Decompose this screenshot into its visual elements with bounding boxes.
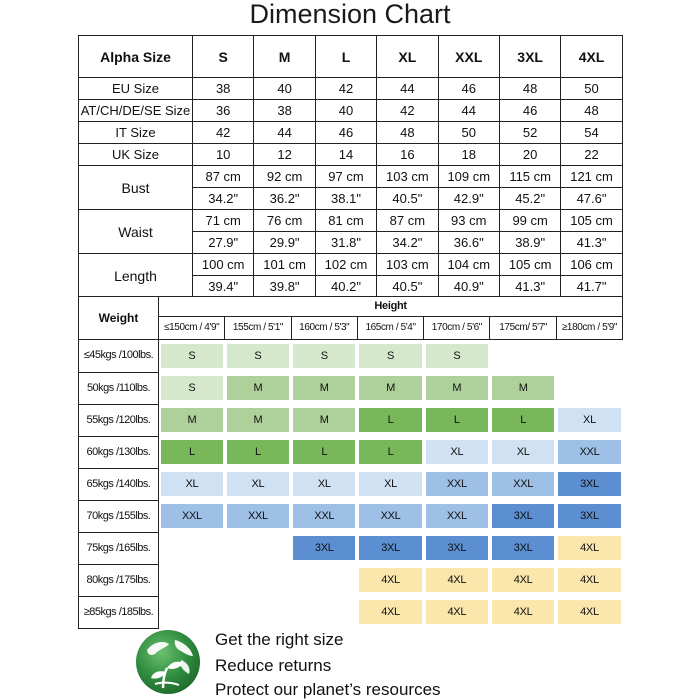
- chart-title: Dimension Chart: [249, 0, 451, 29]
- conversion-value: 18: [438, 144, 499, 166]
- conversion-value: 36: [193, 100, 254, 122]
- size-recommendation: 3XL: [558, 504, 620, 528]
- measurement-inch: 40.2": [315, 276, 376, 298]
- measurement-cm: 105 cm: [499, 254, 560, 276]
- size-header: L: [315, 36, 376, 78]
- fit-cell: [556, 500, 622, 532]
- measurement-cm: 97 cm: [315, 166, 376, 188]
- conversion-row: [79, 100, 623, 122]
- height-values-row: [79, 317, 623, 340]
- conversion-value: 12: [254, 144, 315, 166]
- size-recommendation: 3XL: [492, 504, 554, 528]
- fit-recommendation-table: [78, 296, 623, 629]
- measurement-cm: 100 cm: [193, 254, 254, 276]
- measurement-cm: 87 cm: [377, 210, 438, 232]
- conversion-value: 44: [438, 100, 499, 122]
- conversion-value: 54: [561, 122, 622, 144]
- fit-cell: [159, 468, 225, 500]
- fit-cell: [424, 500, 490, 532]
- fit-cell: [225, 532, 291, 564]
- height-value: ≥180cm / 5'9": [556, 317, 622, 340]
- measurement-inch: 41.3": [561, 232, 622, 254]
- size-recommendation: M: [293, 376, 355, 400]
- empty-cell: [227, 568, 289, 592]
- measurement-inch: 39.4": [193, 276, 254, 298]
- weight-label: 80kgs /175lbs.: [79, 564, 159, 596]
- size-recommendation: S: [359, 344, 421, 368]
- conversion-row: [79, 122, 623, 144]
- size-recommendation: 4XL: [426, 600, 488, 624]
- fit-cell: [159, 372, 225, 404]
- fit-cell: [490, 372, 556, 404]
- measurement-label: Bust: [79, 166, 193, 210]
- measurement-inch: 38.1": [315, 188, 376, 210]
- size-recommendation: M: [227, 376, 289, 400]
- fit-cell: [424, 532, 490, 564]
- fit-cell: [225, 436, 291, 468]
- fit-cell: [291, 468, 357, 500]
- measurement-inch: 47.6": [561, 188, 622, 210]
- measurement-cm: 104 cm: [438, 254, 499, 276]
- size-recommendation: S: [161, 376, 223, 400]
- fit-cell: [225, 468, 291, 500]
- size-recommendation: L: [227, 440, 289, 464]
- size-recommendation: M: [426, 376, 488, 400]
- size-recommendation: XL: [293, 472, 355, 496]
- size-recommendation: 3XL: [293, 536, 355, 560]
- fit-cell: [291, 372, 357, 404]
- measurement-inch: 34.2": [193, 188, 254, 210]
- fit-cell: [291, 340, 357, 373]
- size-recommendation: M: [227, 408, 289, 432]
- size-recommendation: 4XL: [558, 600, 620, 624]
- fit-cell: [357, 340, 423, 373]
- measurement-inch: 40.5": [377, 276, 438, 298]
- measurement-inch: 38.9": [499, 232, 560, 254]
- size-recommendation: XL: [426, 440, 488, 464]
- empty-cell: [492, 344, 554, 368]
- measurement-inch: 36.2": [254, 188, 315, 210]
- measurement-inch: 40.9": [438, 276, 499, 298]
- conversion-value: 50: [561, 78, 622, 100]
- fit-cell: [424, 468, 490, 500]
- weight-label: 55kgs /120lbs.: [79, 404, 159, 436]
- fit-cell: [556, 468, 622, 500]
- measurement-inch: 27.9": [193, 232, 254, 254]
- size-recommendation: S: [161, 344, 223, 368]
- height-value: 160cm / 5'3": [291, 317, 357, 340]
- conversion-value: 42: [377, 100, 438, 122]
- size-recommendation: L: [492, 408, 554, 432]
- fit-cell: [357, 372, 423, 404]
- fit-cell: [556, 564, 622, 596]
- weight-label: ≤45kgs /100lbs.: [79, 340, 159, 373]
- measurement-inch: 40.5": [377, 188, 438, 210]
- conversion-value: 16: [377, 144, 438, 166]
- size-recommendation: L: [359, 440, 421, 464]
- size-header-row: [79, 36, 623, 78]
- fit-cell: [225, 404, 291, 436]
- fit-cell: [490, 468, 556, 500]
- measurement-cm: 102 cm: [315, 254, 376, 276]
- conversion-value: 52: [499, 122, 560, 144]
- conversion-value: 42: [315, 78, 376, 100]
- fit-cell: [490, 532, 556, 564]
- size-recommendation: M: [293, 408, 355, 432]
- fit-cell: [556, 532, 622, 564]
- fit-cell: [490, 500, 556, 532]
- fit-cell: [424, 564, 490, 596]
- conversion-value: 48: [377, 122, 438, 144]
- conversion-label: UK Size: [79, 144, 193, 166]
- measurement-cm: 71 cm: [193, 210, 254, 232]
- size-recommendation: M: [492, 376, 554, 400]
- size-header: 4XL: [561, 36, 622, 78]
- size-header: M: [254, 36, 315, 78]
- fit-cell: [159, 404, 225, 436]
- fit-cell: [357, 404, 423, 436]
- size-conversion-table: [78, 35, 623, 298]
- conversion-value: 40: [315, 100, 376, 122]
- fit-cell: [490, 564, 556, 596]
- fit-cell: [225, 340, 291, 373]
- fit-cell: [291, 532, 357, 564]
- fit-cell: [291, 500, 357, 532]
- footer-message-1: Get the right size: [215, 630, 344, 649]
- measurement-cm: 115 cm: [499, 166, 560, 188]
- weight-row: [79, 500, 623, 532]
- size-recommendation: M: [359, 376, 421, 400]
- eco-footer: [0, 620, 700, 700]
- fit-cell: [357, 564, 423, 596]
- size-recommendation: 3XL: [426, 536, 488, 560]
- size-recommendation: XXL: [293, 504, 355, 528]
- measurement-cm-row: [79, 166, 623, 188]
- size-recommendation: XL: [359, 472, 421, 496]
- height-header-row: [79, 297, 623, 317]
- height-header: Height: [159, 297, 623, 317]
- height-value: 155cm / 5'1": [225, 317, 291, 340]
- empty-cell: [558, 344, 620, 368]
- fit-cell: [225, 564, 291, 596]
- size-recommendation: XXL: [359, 504, 421, 528]
- conversion-value: 48: [561, 100, 622, 122]
- conversion-value: 42: [193, 122, 254, 144]
- measurement-label: Waist: [79, 210, 193, 254]
- height-value: 175cm/ 5'7": [490, 317, 556, 340]
- fit-cell: [424, 404, 490, 436]
- size-recommendation: 4XL: [359, 568, 421, 592]
- size-recommendation: 3XL: [359, 536, 421, 560]
- conversion-label: AT/CH/DE/SE Size: [79, 100, 193, 122]
- size-recommendation: XXL: [558, 440, 620, 464]
- size-recommendation: 4XL: [492, 600, 554, 624]
- weight-row: [79, 404, 623, 436]
- weight-label: 65kgs /140lbs.: [79, 468, 159, 500]
- fit-cell: [424, 340, 490, 373]
- measurement-cm: 121 cm: [561, 166, 622, 188]
- size-recommendation: S: [293, 344, 355, 368]
- weight-row: [79, 532, 623, 564]
- fit-cell: [159, 340, 225, 373]
- size-recommendation: L: [293, 440, 355, 464]
- size-recommendation: XXL: [492, 472, 554, 496]
- empty-cell: [161, 536, 223, 560]
- size-recommendation: S: [227, 344, 289, 368]
- conversion-row: [79, 78, 623, 100]
- fit-cell: [556, 436, 622, 468]
- fit-cell: [490, 436, 556, 468]
- size-recommendation: 4XL: [558, 568, 620, 592]
- measurement-inch: 29.9": [254, 232, 315, 254]
- conversion-value: 48: [499, 78, 560, 100]
- fit-cell: [556, 404, 622, 436]
- weight-header: Weight: [79, 297, 159, 340]
- measurement-cm: 109 cm: [438, 166, 499, 188]
- size-header: S: [193, 36, 254, 78]
- size-header: 3XL: [499, 36, 560, 78]
- conversion-value: 38: [193, 78, 254, 100]
- fit-cell: [556, 372, 622, 404]
- fit-cell: [490, 340, 556, 373]
- weight-row: [79, 436, 623, 468]
- size-recommendation: XL: [161, 472, 223, 496]
- weight-label: 60kgs /130lbs.: [79, 436, 159, 468]
- fit-cell: [357, 532, 423, 564]
- measurement-cm: 106 cm: [561, 254, 622, 276]
- conversion-label: IT Size: [79, 122, 193, 144]
- measurement-inch: 45.2": [499, 188, 560, 210]
- size-recommendation: L: [359, 408, 421, 432]
- weight-row: [79, 468, 623, 500]
- measurement-inch: 34.2": [377, 232, 438, 254]
- weight-label: 50kgs /110lbs.: [79, 372, 159, 404]
- height-value: 170cm / 5'6": [424, 317, 490, 340]
- fit-cell: [424, 372, 490, 404]
- fit-cell: [291, 436, 357, 468]
- weight-row: [79, 372, 623, 404]
- measurement-cm: 92 cm: [254, 166, 315, 188]
- measurement-inch: 41.3": [499, 276, 560, 298]
- conversion-value: 40: [254, 78, 315, 100]
- measurement-cm: 105 cm: [561, 210, 622, 232]
- fit-cell: [159, 564, 225, 596]
- measurement-cm: 76 cm: [254, 210, 315, 232]
- conversion-value: 38: [254, 100, 315, 122]
- conversion-value: 10: [193, 144, 254, 166]
- size-recommendation: L: [161, 440, 223, 464]
- size-recommendation: S: [426, 344, 488, 368]
- fit-cell: [556, 340, 622, 373]
- measurement-label: Length: [79, 254, 193, 298]
- size-recommendation: 4XL: [426, 568, 488, 592]
- conversion-value: 46: [315, 122, 376, 144]
- size-recommendation: L: [426, 408, 488, 432]
- fit-cell: [159, 532, 225, 564]
- empty-cell: [293, 568, 355, 592]
- empty-cell: [558, 376, 620, 400]
- weight-label: 75kgs /165lbs.: [79, 532, 159, 564]
- size-recommendation: M: [161, 408, 223, 432]
- conversion-value: 44: [254, 122, 315, 144]
- size-recommendation: 4XL: [359, 600, 421, 624]
- measurement-inch: 31.8": [315, 232, 376, 254]
- size-recommendation: 4XL: [558, 536, 620, 560]
- weight-row: [79, 564, 623, 596]
- fit-cell: [291, 564, 357, 596]
- conversion-value: 50: [438, 122, 499, 144]
- size-recommendation: XXL: [426, 472, 488, 496]
- fit-cell: [424, 436, 490, 468]
- fit-cell: [159, 436, 225, 468]
- measurement-cm: 103 cm: [377, 166, 438, 188]
- conversion-value: 14: [315, 144, 376, 166]
- height-value: ≤150cm / 4'9": [159, 317, 225, 340]
- eco-globe-icon: [133, 628, 203, 698]
- conversion-label: EU Size: [79, 78, 193, 100]
- fit-cell: [225, 500, 291, 532]
- footer-message-2: Reduce returns: [215, 656, 332, 675]
- measurement-inch: 42.9": [438, 188, 499, 210]
- fit-cell: [291, 404, 357, 436]
- measurement-cm: 93 cm: [438, 210, 499, 232]
- fit-cell: [357, 500, 423, 532]
- conversion-value: 46: [438, 78, 499, 100]
- fit-cell: [490, 404, 556, 436]
- measurement-cm: 99 cm: [499, 210, 560, 232]
- fit-cell: [225, 372, 291, 404]
- fit-cell: [159, 500, 225, 532]
- size-recommendation: XXL: [161, 504, 223, 528]
- fit-cell: [357, 468, 423, 500]
- conversion-value: 46: [499, 100, 560, 122]
- footer-message-3: Protect our planet’s resources: [215, 680, 441, 699]
- height-value: 165cm / 5'4": [357, 317, 423, 340]
- size-recommendation: XL: [227, 472, 289, 496]
- weight-label: ≥85kgs /185lbs.: [79, 596, 159, 628]
- size-recommendation: XL: [558, 408, 620, 432]
- conversion-value: 22: [561, 144, 622, 166]
- conversion-row: [79, 144, 623, 166]
- measurement-inch: 39.8": [254, 276, 315, 298]
- measurement-inch: 41.7": [561, 276, 622, 298]
- empty-cell: [161, 568, 223, 592]
- size-recommendation: 3XL: [492, 536, 554, 560]
- size-recommendation: 4XL: [492, 568, 554, 592]
- measurement-inch: 36.6": [438, 232, 499, 254]
- size-recommendation: 3XL: [558, 472, 620, 496]
- alpha-size-label: Alpha Size: [79, 36, 193, 78]
- weight-label: 70kgs /155lbs.: [79, 500, 159, 532]
- measurement-cm: 81 cm: [315, 210, 376, 232]
- fit-cell: [357, 436, 423, 468]
- measurement-cm: 101 cm: [254, 254, 315, 276]
- conversion-value: 44: [377, 78, 438, 100]
- size-header: XL: [377, 36, 438, 78]
- weight-row: [79, 340, 623, 373]
- measurement-cm-row: [79, 210, 623, 232]
- measurement-cm: 87 cm: [193, 166, 254, 188]
- size-recommendation: XXL: [426, 504, 488, 528]
- measurement-cm-row: [79, 254, 623, 276]
- conversion-value: 20: [499, 144, 560, 166]
- empty-cell: [227, 536, 289, 560]
- measurement-cm: 103 cm: [377, 254, 438, 276]
- size-header: XXL: [438, 36, 499, 78]
- size-recommendation: XXL: [227, 504, 289, 528]
- size-recommendation: XL: [492, 440, 554, 464]
